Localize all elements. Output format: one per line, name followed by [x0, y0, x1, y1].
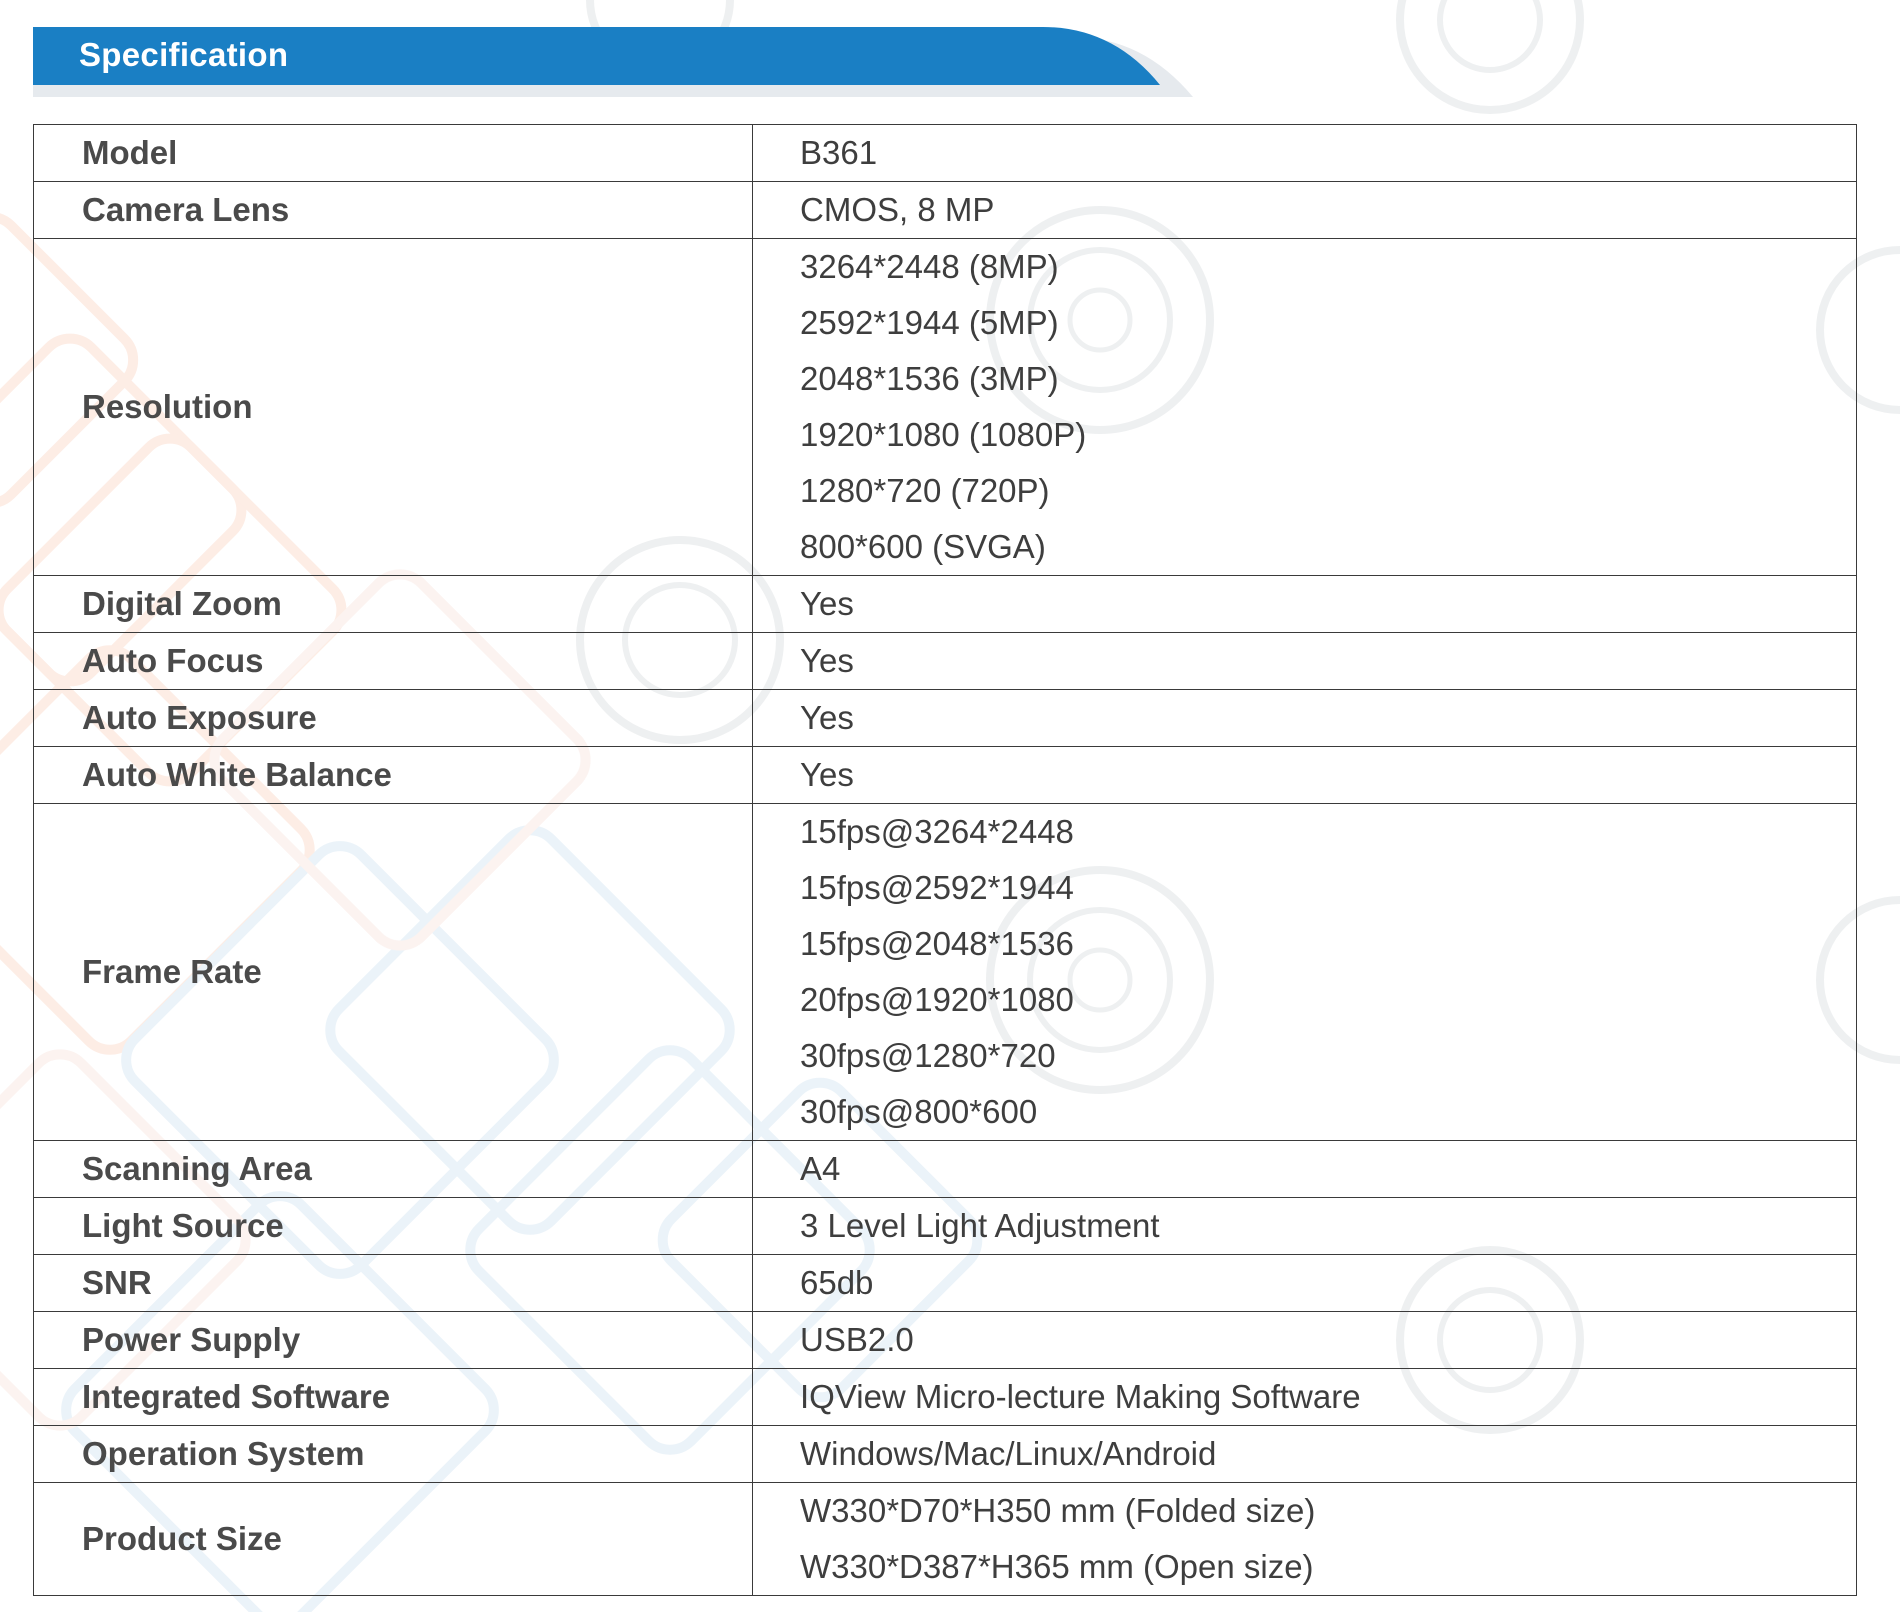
specification-table-body [34, 125, 1857, 1596]
spec-row [34, 1255, 1857, 1312]
spec-value [753, 1141, 1857, 1198]
spec-label: Model [34, 125, 753, 182]
spec-value-line: B361 [800, 134, 878, 171]
section-header-tab [33, 27, 1160, 85]
spec-row [34, 804, 1857, 1141]
spec-value-line: 15fps@2048*1536 [800, 925, 1074, 962]
spec-value [753, 804, 1857, 1141]
spec-value-line: USB2.0 [800, 1321, 914, 1358]
spec-label: SNR [34, 1255, 753, 1312]
spec-row [34, 1483, 1857, 1596]
spec-value-line: 30fps@1280*720 [800, 1037, 1056, 1074]
spec-row [34, 690, 1857, 747]
spec-value [753, 239, 1857, 576]
spec-row [34, 1141, 1857, 1198]
spec-label: Camera Lens [34, 182, 753, 239]
spec-value-line: W330*D70*H350 mm (Folded size) [800, 1492, 1316, 1529]
spec-value-line: CMOS, 8 MP [800, 191, 995, 228]
spec-label: Operation System [34, 1426, 753, 1483]
spec-value [753, 1483, 1857, 1596]
spec-value-line: 30fps@800*600 [800, 1093, 1038, 1130]
spec-label: Auto White Balance [34, 747, 753, 804]
spec-value-line: 1920*1080 (1080P) [800, 416, 1087, 453]
spec-row [34, 182, 1857, 239]
spec-value [753, 1426, 1857, 1483]
spec-value [753, 1198, 1857, 1255]
spec-value-line: Yes [800, 756, 854, 793]
section-title: Specification [79, 36, 289, 73]
spec-label: Light Source [34, 1198, 753, 1255]
spec-label: Power Supply [34, 1312, 753, 1369]
spec-label: Auto Exposure [34, 690, 753, 747]
spec-value-line: 65db [800, 1264, 874, 1301]
specification-table [33, 124, 1857, 1596]
spec-value [753, 633, 1857, 690]
spec-value [753, 125, 1857, 182]
spec-value-line: 15fps@2592*1944 [800, 869, 1074, 906]
spec-row [34, 747, 1857, 804]
spec-label: Scanning Area [34, 1141, 753, 1198]
spec-row [34, 1312, 1857, 1369]
spec-label: Resolution [34, 239, 753, 576]
spec-value-line: IQView Micro-lecture Making Software [800, 1378, 1361, 1415]
spec-value-line: 2048*1536 (3MP) [800, 360, 1059, 397]
spec-value-line: Windows/Mac/Linux/Android [800, 1435, 1217, 1472]
spec-value [753, 690, 1857, 747]
spec-value-line: 1280*720 (720P) [800, 472, 1050, 509]
spec-row [34, 1369, 1857, 1426]
spec-value-line: Yes [800, 699, 854, 736]
spec-row [34, 239, 1857, 576]
spec-value [753, 1255, 1857, 1312]
spec-value [753, 1312, 1857, 1369]
spec-value-line: 3 Level Light Adjustment [800, 1207, 1160, 1244]
spec-label: Auto Focus [34, 633, 753, 690]
spec-value-line: 20fps@1920*1080 [800, 981, 1074, 1018]
spec-value-line: W330*D387*H365 mm (Open size) [800, 1548, 1314, 1585]
spec-row [34, 1198, 1857, 1255]
spec-value [753, 1369, 1857, 1426]
spec-value-line: A4 [800, 1150, 841, 1187]
spec-value-line: 15fps@3264*2448 [800, 813, 1074, 850]
spec-label: Digital Zoom [34, 576, 753, 633]
spec-label: Integrated Software [34, 1369, 753, 1426]
spec-value-line: Yes [800, 585, 854, 622]
spec-value-line: Yes [800, 642, 854, 679]
spec-value [753, 747, 1857, 804]
spec-row [34, 576, 1857, 633]
spec-value [753, 182, 1857, 239]
spec-value-line: 2592*1944 (5MP) [800, 304, 1059, 341]
spec-row [34, 125, 1857, 182]
spec-row [34, 1426, 1857, 1483]
spec-row [34, 633, 1857, 690]
spec-value-line: 800*600 (SVGA) [800, 528, 1046, 565]
spec-label: Frame Rate [34, 804, 753, 1141]
spec-value [753, 576, 1857, 633]
spec-value-line: 3264*2448 (8MP) [800, 248, 1059, 285]
spec-label: Product Size [34, 1483, 753, 1596]
